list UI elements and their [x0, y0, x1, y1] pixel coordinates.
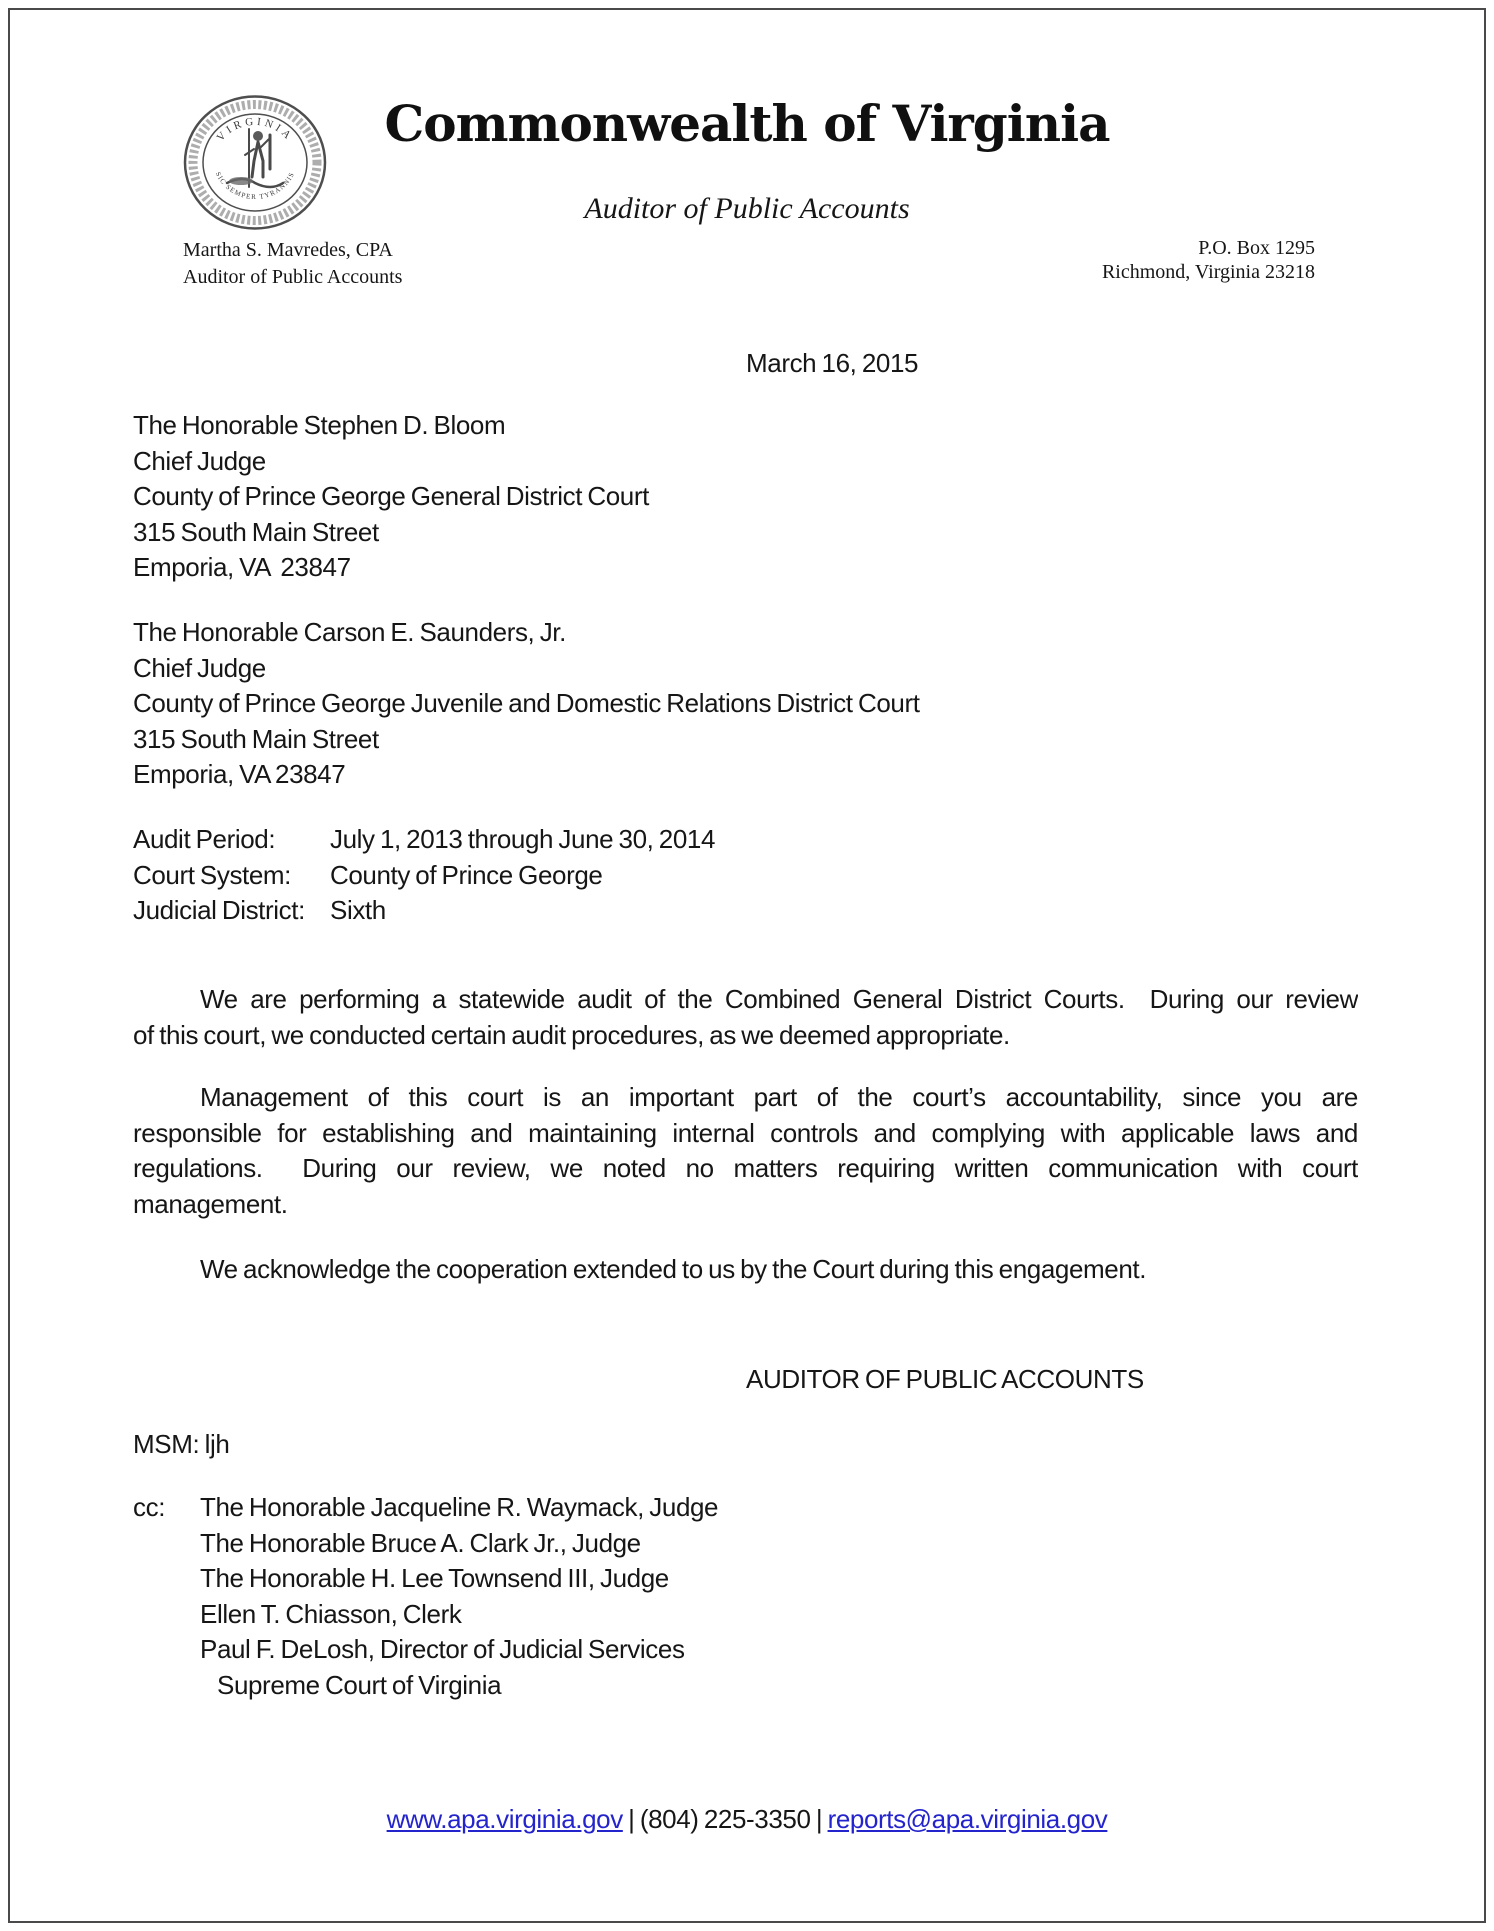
text-line: We are performing a statewide audit of the Combined General District Courts. During our review: [200, 984, 1358, 1014]
text-line: County of Prince George General District Court: [133, 481, 649, 511]
court-system-value: County of Prince George: [330, 859, 603, 890]
judicial-district-value: Sixth: [330, 895, 386, 925]
cc-name-list: [200, 1490, 718, 1703]
seal-text-bottom: SIC SEMPER TYRANNIS: [213, 170, 297, 202]
audit-info: [133, 822, 715, 929]
footer-separator-1-glyph: |: [628, 1804, 635, 1834]
website-link[interactable]: www.apa.virginia.gov: [386, 1804, 623, 1834]
audit-row-period: [133, 822, 715, 858]
footer-separator-2-glyph: |: [815, 1804, 823, 1834]
audit-period-label: Audit Period:: [133, 824, 276, 854]
cc-label: cc:: [133, 1492, 166, 1522]
email-link[interactable]: reports@apa.virginia.gov: [827, 1804, 1108, 1834]
text-line: Ellen T. Chiasson, Clerk: [200, 1598, 462, 1629]
text-line: Management of this court is an important part of the court’s accountability, since you are: [200, 1082, 1358, 1112]
letter-date: March 16, 2015: [746, 348, 919, 378]
org-title: Commonwealth of Virginia: [384, 94, 1110, 153]
cc-block: [133, 1490, 718, 1703]
text-line: Chief Judge: [133, 652, 266, 683]
text-line: The Honorable Stephen D. Bloom: [133, 410, 506, 440]
official-block: [183, 237, 402, 290]
recipient-address-2: [133, 615, 920, 793]
phone-number: (804) 225-3350: [639, 1804, 811, 1834]
signature-heading: AUDITOR OF PUBLIC ACCOUNTS: [746, 1364, 1144, 1394]
audit-row-judicial-district: [133, 893, 715, 929]
text-line: The Honorable H. Lee Townsend III, Judge: [200, 1563, 669, 1593]
text-line: Paul F. DeLosh, Director of Judicial Services: [200, 1634, 685, 1664]
body-paragraph-1: [133, 982, 1358, 1053]
text-line: Emporia, VA 23847: [133, 552, 351, 582]
org-subtitle: Auditor of Public Accounts: [584, 192, 910, 225]
judicial-district-label: Judicial District:: [133, 895, 305, 925]
reference-initials: MSM: ljh: [133, 1429, 230, 1459]
official-name: Martha S. Mavredes, CPA: [183, 239, 393, 261]
text-line: 315 South Main Street: [133, 516, 379, 547]
text-line: regulations. During our review, we noted no matters requiring written communication with court: [133, 1153, 1358, 1183]
text-line: The Honorable Bruce A. Clark Jr., Judge: [200, 1527, 641, 1558]
po-box-block: [1102, 236, 1315, 284]
text-line: management.: [133, 1188, 288, 1219]
official-title: Auditor of Public Accounts: [183, 265, 403, 288]
text-line: 315 South Main Street: [133, 723, 379, 754]
text-line: Emporia, VA 23847: [133, 759, 346, 789]
audit-row-court-system: [133, 858, 715, 894]
body-paragraph-3: [133, 1252, 1358, 1288]
court-system-label: Court System:: [133, 859, 292, 890]
text-line: County of Prince George Juvenile and Domestic Relations District Court: [133, 688, 920, 718]
po-box-line2: Richmond, Virginia 23218: [1101, 261, 1315, 283]
text-line: We acknowledge the cooperation extended to us by the Court during this engagement.: [200, 1254, 1147, 1284]
text-line: responsible for establishing and maintaining internal controls and complying with applicable laws and: [133, 1117, 1358, 1148]
seal-text-top: VIRGINIA: [214, 115, 296, 144]
text-line: Chief Judge: [133, 445, 266, 476]
audit-period-value: July 1, 2013 through June 30, 2014: [330, 824, 716, 854]
text-line: of this court, we conducted certain audit procedures, as we deemed appropriate.: [133, 1019, 1010, 1050]
text-line: Supreme Court of Virginia: [217, 1669, 502, 1700]
recipient-address-1: [133, 408, 649, 586]
po-box-line1: P.O. Box 1295: [1198, 237, 1315, 259]
footer-contact-line: [0, 1802, 1494, 1838]
text-line: The Honorable Jacqueline R. Waymack, Judge: [200, 1492, 719, 1522]
text-line: The Honorable Carson E. Saunders, Jr.: [133, 617, 566, 647]
body-paragraph-2: [133, 1080, 1358, 1222]
